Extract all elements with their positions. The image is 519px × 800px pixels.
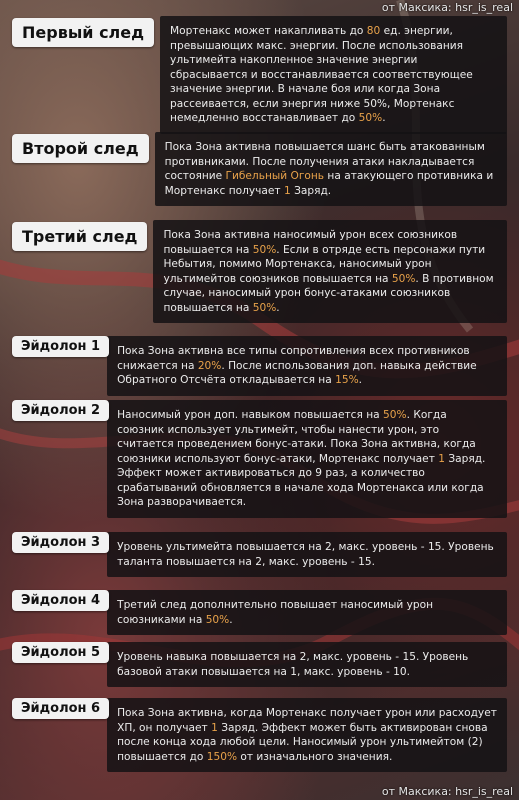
description-text: .	[276, 301, 280, 314]
description-text: Пока Зона активна наносимый урон всех союзников повышается на	[163, 229, 458, 256]
watermark-top: от Максика: hsr_is_real	[381, 1, 513, 14]
watermark-bottom: от Максика: hsr_is_real	[381, 785, 513, 798]
description-text: Заряд. Эффект может активироваться до 9 раз, а количество срабатываний обновляется в начале хода Мортенакса или когда Зона разворачивается.	[117, 452, 486, 508]
description-text: Наносимый урон доп. навыком повышается на	[117, 409, 384, 421]
eidolon-4-label: Эйдолон 4	[12, 590, 109, 611]
description-text: Уровень навыка повышается на 2, макс. уровень - 15. Уровень базовой атаки повышается на 1, макс. уровень - 10.	[117, 651, 469, 678]
eidolon-4-description	[107, 590, 507, 635]
eidolon-1-label: Эйдолон 1	[12, 336, 109, 357]
description-text: Заряд.	[290, 184, 332, 197]
description-text: . В противном случае, наносимый урон бонус-атаками союзников повышается на	[163, 272, 494, 314]
description-text: на атакующего противника и Мортенакс получает	[164, 170, 494, 197]
highlight-value: 1	[211, 721, 218, 734]
highlight-value: 50%	[383, 409, 407, 421]
highlight-value: 15%	[335, 374, 359, 386]
trace-2-description	[155, 132, 507, 206]
highlight-value: 50%	[252, 301, 277, 314]
highlight-value: 50%	[205, 613, 230, 626]
highlight-value: 50%	[358, 112, 383, 124]
trace-3	[12, 218, 507, 323]
description-text: .	[382, 112, 386, 124]
description-text: Мортенакс может накапливать до	[170, 25, 367, 37]
description-text: . Если в отряде есть персонажи пути Небытия, помимо Мортенакса, наносимый урон ультимейтов союзников повышается на	[163, 243, 486, 285]
highlight-value: 20%	[197, 359, 222, 372]
highlight-value: 150%	[206, 750, 238, 763]
eidolon-6	[12, 698, 507, 772]
description-text: Пока Зона активна повышается шанс быть атакованным противниками. После получения атаки накладывается состояние	[164, 141, 485, 182]
trace-1-description	[160, 16, 507, 134]
highlight-value: Гибельный Огонь	[225, 170, 325, 182]
trace-1-label: Первый след	[12, 18, 154, 47]
description-text: Пока Зона активна, когда Мортенакс получает урон или расходует ХП, он получает	[117, 707, 497, 734]
description-text: ед. энергии, превышающих макс. энергии. После использования ультимейта накопленное значение энергии сбрасывается и восстанавливается соответствующее значение энергии. В начале боя или когда Зона рассеивается, если энергия ниже 50%, Мортенакс немедленно восстанавливает до	[170, 25, 473, 124]
eidolon-6-label: Эйдолон 6	[12, 698, 109, 719]
trace-3-label: Третий след	[12, 222, 147, 251]
trace-2	[12, 130, 507, 206]
eidolon-3-description	[107, 532, 507, 577]
description-text: . После использования доп. навыка действие Обратного Отсчёта откладывается на	[117, 359, 477, 386]
description-text: Уровень ультимейта повышается на 2, макс. уровень - 15. Уровень таланта повышается на 2, макс. уровень - 15.	[117, 541, 494, 568]
eidolon-1-description	[107, 336, 507, 396]
eidolon-2-label: Эйдолон 2	[12, 400, 109, 421]
highlight-value: 1	[283, 184, 291, 197]
eidolon-5	[12, 642, 507, 687]
description-text: .	[358, 374, 363, 386]
eidolon-2	[12, 400, 507, 518]
description-text: Заряд. Эффект может быть активирован снова после конца хода любой цели. Наносимый урон ультимейтом (2) повышается до	[117, 721, 488, 763]
description-text: от изначального значения.	[237, 750, 393, 763]
description-text: . Когда союзник использует ультимейт, чтобы нанести урон, это считается проведением бонус-атаки. Пока Зона активна, когда союзники используют бонус-атаки, Мортенакс получает	[117, 409, 476, 465]
eidolon-6-description	[107, 698, 507, 772]
highlight-value: 50%	[252, 243, 277, 256]
description-text: .	[229, 613, 233, 626]
eidolon-5-label: Эйдолон 5	[12, 642, 109, 663]
eidolon-2-description	[107, 400, 507, 518]
trace-2-label: Второй след	[12, 134, 149, 163]
highlight-value: 1	[438, 452, 445, 465]
eidolon-4	[12, 590, 507, 635]
highlight-value: 80	[366, 25, 381, 37]
description-text: Третий след дополнительно повышает наносимый урон союзниками на	[117, 599, 433, 626]
trace-3-description	[153, 220, 507, 323]
highlight-value: 50%	[391, 272, 416, 285]
description-text: Пока Зона активна все типы сопротивления всех противников снижается на	[117, 345, 470, 372]
eidolon-3-label: Эйдолон 3	[12, 532, 109, 553]
eidolon-3	[12, 532, 507, 577]
eidolon-5-description	[107, 642, 507, 687]
eidolon-1	[12, 336, 507, 396]
trace-1	[12, 14, 507, 134]
